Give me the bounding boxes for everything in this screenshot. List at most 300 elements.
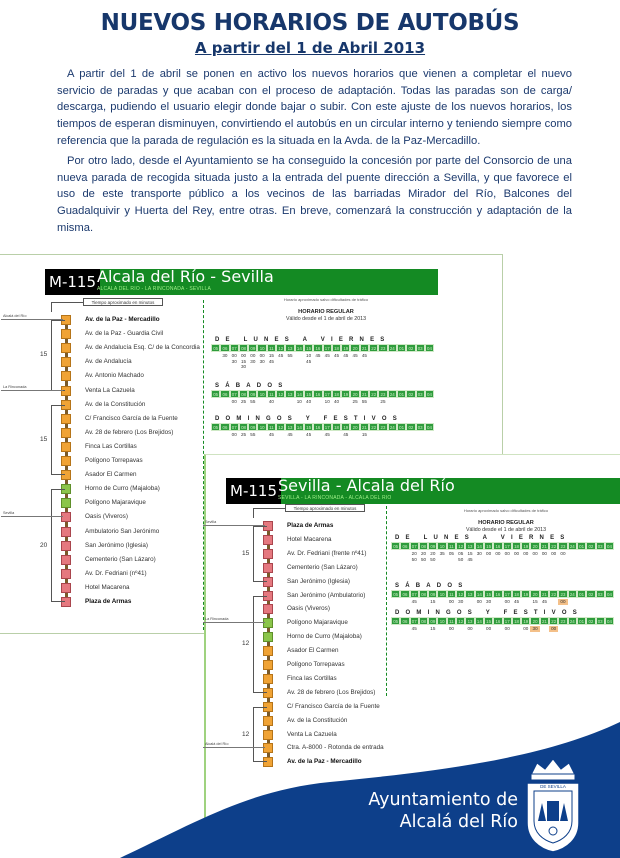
- hour-cell: 24: [568, 590, 577, 598]
- departure-minute: 15: [532, 599, 538, 604]
- page-subtitle: A partir del 1 de Abril 2013: [194, 39, 426, 57]
- departure-minute: 45: [324, 353, 330, 358]
- zone-divider: [203, 525, 265, 526]
- minutes-column: [285, 432, 294, 438]
- hour-cell: 08: [239, 423, 248, 431]
- departure-minute: 00: [240, 353, 247, 358]
- minutes-column: [276, 432, 285, 438]
- zone-divider: [203, 622, 265, 623]
- minutes-column: [369, 399, 378, 405]
- departure-minute: 00: [504, 599, 510, 604]
- hour-cell: 17: [503, 617, 512, 625]
- hour-cell: 15: [484, 590, 493, 598]
- minutes-column: [388, 399, 397, 405]
- minutes-column: [419, 626, 428, 632]
- departure-minute: 45: [361, 353, 367, 358]
- minutes-column: [397, 399, 406, 405]
- stop-name: Hotel Macarena: [287, 535, 332, 543]
- departure-minute: 00: [549, 626, 558, 632]
- minutes-column: [419, 551, 428, 562]
- hour-cell: 18: [512, 542, 521, 550]
- minutes-column: [456, 626, 465, 632]
- departure-minute: 55: [250, 399, 256, 404]
- hour-cell: 20: [530, 542, 539, 550]
- hour-cell: 09: [428, 590, 437, 598]
- minutes-column: [378, 399, 387, 405]
- minutes-column: [437, 599, 446, 605]
- departure-minute: 45: [343, 353, 349, 358]
- minutes-column: [276, 353, 285, 370]
- minutes-column: [493, 551, 502, 562]
- zone-divider: [1, 319, 63, 320]
- minutes-column: [360, 399, 369, 405]
- hour-cell: 15: [304, 344, 313, 352]
- stop-name: C/ Francisco García de la Fuente: [287, 702, 380, 710]
- segment-minutes: 12: [242, 730, 250, 738]
- departure-minute: 00: [551, 551, 557, 556]
- departure-minute: 30: [231, 358, 237, 364]
- hour-cell: 20: [350, 390, 359, 398]
- departure-minute: 30: [530, 626, 539, 632]
- stop-name: Av. Dr. Fedriani (nº41): [85, 569, 147, 577]
- departure-minute: 25: [240, 399, 247, 404]
- hour-cell: 09: [248, 390, 257, 398]
- stop-name: Polígono Majaravique: [85, 499, 146, 507]
- hour-cell: 20: [530, 590, 539, 598]
- minutes-column: [248, 399, 257, 405]
- consorcio-paragraph-text: Por otro lado, desde el Ayuntamiento se ha conseguido la concesión por parte del Consorcio de una nueva parada de recogida situada justo a la entrada del puente dirección a Sevilla, y que favorece el uso de este transporte público a los vecinos de las barriadas Mirador del Río, Balcones del Guadalquivir y Huerta del Rey, entre otras. En breve, comenzará la construcción y adaptación de la misma.: [57, 155, 572, 234]
- minutes-column: [285, 353, 294, 370]
- departure-minute: 55: [361, 399, 367, 404]
- minutes-column: [475, 626, 484, 632]
- minutes-column: [350, 432, 359, 438]
- route-header: [45, 269, 438, 295]
- minutes-column: [341, 353, 350, 370]
- hour-cell: 17: [503, 590, 512, 598]
- hour-cell: 06: [400, 542, 409, 550]
- minutes-column: [391, 599, 400, 605]
- departure-minute: 20: [420, 551, 427, 556]
- minutes-row: [211, 353, 434, 370]
- hour-cell: 09: [428, 542, 437, 550]
- stop-name: Horno de Curro (Majaloba): [287, 633, 362, 641]
- departure-minute: 55: [287, 353, 293, 358]
- minutes-column: [530, 626, 539, 632]
- minutes-column: [220, 399, 229, 405]
- hour-cell: 14: [475, 542, 484, 550]
- stop-name: Finca Las Cortillas: [85, 442, 137, 450]
- minutes-column: [437, 626, 446, 632]
- departure-minute: 50: [430, 556, 436, 562]
- departure-minute: 30: [458, 599, 464, 604]
- minutes-column: [540, 626, 549, 632]
- hour-cell: 23: [378, 390, 387, 398]
- minutes-column: [239, 353, 248, 370]
- departure-minute: 55: [250, 432, 256, 437]
- hour-cell: 01: [397, 390, 406, 398]
- minutes-column: [313, 399, 322, 405]
- hour-cell: 10: [257, 423, 266, 431]
- stop-name: Av. 28 de febrero (Los Brejidos): [287, 688, 376, 696]
- hour-cell: 24: [388, 390, 397, 398]
- minutes-column: [388, 353, 397, 370]
- hour-cell: 21: [540, 617, 549, 625]
- hour-cell: 22: [369, 390, 378, 398]
- hour-cell: 19: [521, 542, 530, 550]
- departure-minute: 45: [268, 358, 274, 364]
- minutes-column: [512, 551, 521, 562]
- minutes-column: [257, 353, 266, 370]
- time-axis-vertical: [253, 508, 254, 518]
- minutes-column: [456, 551, 465, 562]
- hour-cell: 17: [323, 390, 332, 398]
- hour-cell: 07: [230, 344, 239, 352]
- minutes-column: [239, 432, 248, 438]
- minutes-column: [596, 626, 605, 632]
- hour-cell: 24: [388, 344, 397, 352]
- footer-line-1: Ayuntamiento de: [368, 790, 518, 810]
- minutes-column: [295, 432, 304, 438]
- hour-cell: 21: [360, 423, 369, 431]
- hour-cell: 12: [456, 617, 465, 625]
- stop-name: Av. de Andalucía: [85, 358, 132, 366]
- hour-cell: 08: [239, 390, 248, 398]
- hour-cell: 02: [586, 590, 595, 598]
- hours-row: [391, 617, 614, 625]
- zone-label: Sevilla: [205, 520, 217, 524]
- hour-cell: 01: [397, 344, 406, 352]
- hour-cell: 04: [605, 542, 614, 550]
- minutes-column: [341, 399, 350, 405]
- departure-minute: 40: [306, 399, 312, 404]
- minutes-column: [323, 432, 332, 438]
- minutes-column: [350, 399, 359, 405]
- stop-item[interactable]: [263, 659, 463, 671]
- hour-cell: 07: [410, 542, 419, 550]
- hour-cell: 06: [400, 617, 409, 625]
- minutes-column: [341, 432, 350, 438]
- route-code-badge: M-115: [226, 478, 281, 504]
- hour-cell: 06: [220, 344, 229, 352]
- minutes-column: [406, 399, 415, 405]
- minutes-column: [378, 432, 387, 438]
- minutes-column: [530, 551, 539, 562]
- hour-cell: 09: [248, 423, 257, 431]
- svg-text:DE SEVILLA: DE SEVILLA: [540, 784, 566, 789]
- route-header: [226, 478, 620, 504]
- stop-name: Cementerio (San Lázaro): [287, 563, 358, 571]
- schedule-note: Horario aproximado salvo dificultades de tráfico: [283, 297, 369, 302]
- hour-cell: 11: [267, 344, 276, 352]
- day-label: DOMINGOS Y FESTIVOS: [395, 610, 583, 616]
- schedule-note: Horario aproximado salvo dificultades de tráfico: [463, 508, 549, 513]
- time-axis-vertical: [51, 302, 52, 312]
- minutes-column: [416, 353, 425, 370]
- day-label: DE LUNES A VIERNES: [215, 337, 391, 343]
- hour-cell: 16: [313, 390, 322, 398]
- departure-minute: 20: [430, 551, 436, 556]
- hour-cell: 18: [332, 390, 341, 398]
- departure-minute: 30: [259, 358, 265, 364]
- hour-cell: 13: [465, 617, 474, 625]
- minutes-column: [425, 432, 434, 438]
- minutes-column: [586, 626, 595, 632]
- hour-cell: 22: [549, 542, 558, 550]
- hour-cell: 04: [425, 423, 434, 431]
- hour-cell: 18: [332, 423, 341, 431]
- route-via: ALCALA DEL RIO - LA RINCONADA - SEVILLA: [97, 286, 212, 292]
- departure-minute: 40: [333, 399, 340, 404]
- minutes-column: [400, 599, 409, 605]
- minutes-column: [211, 432, 220, 438]
- stop-name: Av. de la Constitución: [85, 400, 146, 408]
- minutes-column: [425, 399, 434, 405]
- hour-cell: 08: [419, 542, 428, 550]
- departure-minute: 00: [231, 353, 237, 358]
- hour-cell: 21: [540, 590, 549, 598]
- hour-cell: 20: [350, 344, 359, 352]
- hour-cell: 01: [577, 542, 586, 550]
- hour-cell: 13: [465, 590, 474, 598]
- departure-minute: 00: [486, 551, 492, 556]
- stop-item[interactable]: [263, 673, 463, 685]
- departure-minute: 45: [411, 626, 417, 631]
- hour-cell: 23: [378, 344, 387, 352]
- hour-cell: 10: [437, 590, 446, 598]
- hour-cell: 04: [425, 390, 434, 398]
- stop-name: Venta La Cazuela: [287, 730, 337, 738]
- minutes-column: [503, 599, 512, 605]
- minutes-column: [484, 626, 493, 632]
- minutes-column: [596, 599, 605, 605]
- minutes-column: [239, 399, 248, 405]
- departure-minute: 00: [476, 599, 482, 604]
- consorcio-paragraph: [57, 153, 572, 237]
- departure-minute: 20: [411, 551, 417, 556]
- departure-minute: 15: [430, 626, 436, 631]
- minutes-row: [211, 432, 434, 438]
- segment-minutes: 20: [40, 541, 48, 549]
- departure-minute: 50: [411, 556, 417, 562]
- minutes-column: [568, 599, 577, 605]
- stop-name: Venta La Cazuela: [85, 386, 135, 394]
- stop-name: Av. de Andalucía Esq. C/ de la Concordia: [85, 344, 200, 352]
- minutes-row: [391, 599, 614, 605]
- minutes-column: [397, 353, 406, 370]
- hours-row: [211, 344, 434, 352]
- minutes-column: [419, 599, 428, 605]
- segment-minutes: 15: [40, 435, 48, 443]
- departure-minute: 45: [333, 353, 340, 358]
- hour-cell: 24: [568, 542, 577, 550]
- hour-cell: 22: [369, 344, 378, 352]
- hour-cell: 06: [400, 590, 409, 598]
- minutes-column: [568, 626, 577, 632]
- hour-cell: 14: [295, 390, 304, 398]
- stop-name: Plaza de Armas: [287, 522, 334, 529]
- stop-name: Polígono Torrepavas: [85, 457, 143, 464]
- hour-cell: 08: [419, 617, 428, 625]
- hour-cell: 16: [313, 423, 322, 431]
- minutes-column: [512, 599, 521, 605]
- hour-cell: 23: [558, 590, 567, 598]
- hours-row: [211, 423, 434, 431]
- departure-minute: 00: [231, 432, 237, 437]
- hour-cell: 19: [341, 423, 350, 431]
- stop-name: San Jerónimo (Ambulatorio): [287, 591, 366, 599]
- minutes-column: [568, 551, 577, 562]
- hour-cell: 05: [391, 617, 400, 625]
- hour-cell: 16: [313, 344, 322, 352]
- departure-minute: 00: [513, 551, 520, 556]
- hour-cell: 05: [211, 344, 220, 352]
- day-label: DE LUNES A VIERNES: [395, 535, 571, 541]
- stop-item[interactable]: [263, 562, 463, 574]
- minutes-column: [456, 599, 465, 605]
- zone-label: La Rinconada: [205, 617, 229, 622]
- minutes-column: [447, 551, 456, 562]
- minutes-row: [211, 399, 434, 405]
- departure-minute: 30: [476, 551, 482, 556]
- hour-cell: 13: [285, 423, 294, 431]
- route-code-badge: M-115: [45, 269, 100, 295]
- hour-cell: 10: [257, 344, 266, 352]
- hour-cell: 13: [285, 344, 294, 352]
- minutes-column: [220, 353, 229, 370]
- departure-minute: 45: [541, 599, 547, 604]
- hour-cell: 23: [558, 617, 567, 625]
- hour-cell: 03: [596, 542, 605, 550]
- hour-cell: 11: [267, 390, 276, 398]
- hour-cell: 02: [586, 542, 595, 550]
- hour-cell: 19: [341, 390, 350, 398]
- minutes-column: [248, 353, 257, 370]
- time-bracket: [253, 596, 267, 693]
- hour-cell: 11: [447, 590, 456, 598]
- departure-minute: 05: [448, 551, 454, 556]
- minutes-column: [369, 432, 378, 438]
- departure-minute: 25: [352, 399, 358, 404]
- stop-name: Av. Antonio Machado: [85, 372, 144, 380]
- stop-item[interactable]: [263, 631, 463, 643]
- minutes-column: [313, 432, 322, 438]
- hour-cell: 20: [530, 617, 539, 625]
- minutes-column: [350, 353, 359, 370]
- departure-minute: 45: [278, 353, 284, 358]
- departure-minute: 25: [240, 432, 247, 437]
- departure-minute: 15: [467, 551, 473, 556]
- departure-minute: 00: [467, 626, 473, 631]
- intro-paragraph: [57, 66, 572, 150]
- minutes-column: [220, 432, 229, 438]
- stop-item[interactable]: [263, 687, 463, 699]
- minutes-column: [332, 353, 341, 370]
- hour-cell: 18: [512, 617, 521, 625]
- minutes-column: [416, 432, 425, 438]
- hour-cell: 14: [295, 344, 304, 352]
- hour-cell: 09: [428, 617, 437, 625]
- hour-cell: 19: [341, 344, 350, 352]
- stop-item[interactable]: [61, 441, 261, 453]
- minutes-column: [332, 432, 341, 438]
- coat-of-arms-icon: [523, 757, 583, 853]
- zone-label: La Rinconada: [3, 384, 27, 389]
- minutes-column: [397, 432, 406, 438]
- minutes-column: [248, 432, 257, 438]
- hour-cell: 15: [484, 542, 493, 550]
- departure-minute: 45: [306, 358, 312, 364]
- stop-name: Av. de la Paz - Guardia Civil: [85, 330, 164, 338]
- departure-minute: 45: [467, 556, 473, 562]
- minutes-column: [285, 399, 294, 405]
- hour-cell: 07: [230, 390, 239, 398]
- schedule-valid-date: Válido desde el 1 de abril de 2013: [465, 527, 547, 533]
- hour-cell: 11: [447, 617, 456, 625]
- minutes-column: [521, 551, 530, 562]
- hour-cell: 01: [577, 590, 586, 598]
- hour-cell: 12: [276, 390, 285, 398]
- departure-minute: 15: [361, 432, 367, 437]
- stop-item[interactable]: [263, 645, 463, 657]
- minutes-column: [493, 626, 502, 632]
- stop-name: Finca las Cortillas: [287, 674, 337, 682]
- minutes-column: [521, 626, 530, 632]
- stop-item[interactable]: [61, 370, 261, 382]
- minutes-row: [391, 551, 614, 562]
- departure-minute: 00: [486, 626, 492, 631]
- hour-cell: 02: [406, 423, 415, 431]
- route-name: Sevilla - Alcala del Río: [278, 476, 455, 495]
- minutes-column: [530, 599, 539, 605]
- hour-cell: 22: [549, 617, 558, 625]
- segment-minutes: 15: [242, 549, 250, 557]
- zone-divider: [1, 390, 63, 391]
- departure-minute: 45: [287, 432, 293, 437]
- hour-cell: 16: [493, 617, 502, 625]
- hour-cell: 03: [416, 423, 425, 431]
- departure-minute: 00: [504, 626, 510, 631]
- hour-cell: 08: [239, 344, 248, 352]
- hour-cell: 05: [391, 590, 400, 598]
- stop-name: Horno de Curro (Majaloba): [85, 485, 160, 493]
- hour-cell: 02: [406, 390, 415, 398]
- hour-cell: 01: [577, 617, 586, 625]
- minutes-column: [211, 353, 220, 370]
- hour-cell: 23: [378, 423, 387, 431]
- hour-cell: 24: [568, 617, 577, 625]
- route-name: Alcala del Río - Sevilla: [97, 267, 274, 286]
- minutes-column: [323, 353, 332, 370]
- minutes-column: [428, 599, 437, 605]
- hour-cell: 12: [456, 590, 465, 598]
- hour-cell: 01: [397, 423, 406, 431]
- hour-cell: 18: [512, 590, 521, 598]
- hour-cell: 17: [323, 344, 332, 352]
- departure-minute: 00: [541, 551, 547, 556]
- minutes-column: [257, 399, 266, 405]
- day-label: SÁBADOS: [395, 583, 469, 589]
- minutes-column: [425, 353, 434, 370]
- minutes-column: [465, 551, 474, 562]
- departure-minute: 00: [504, 551, 510, 556]
- minutes-column: [558, 551, 567, 562]
- departure-minute: 45: [343, 432, 349, 437]
- hour-cell: 15: [304, 423, 313, 431]
- minutes-column: [410, 626, 419, 632]
- minutes-column: [304, 353, 313, 370]
- schedule-title: HORARIO REGULAR: [298, 309, 354, 315]
- time-approx-label: Tiempo aproximado en minutos: [83, 298, 163, 306]
